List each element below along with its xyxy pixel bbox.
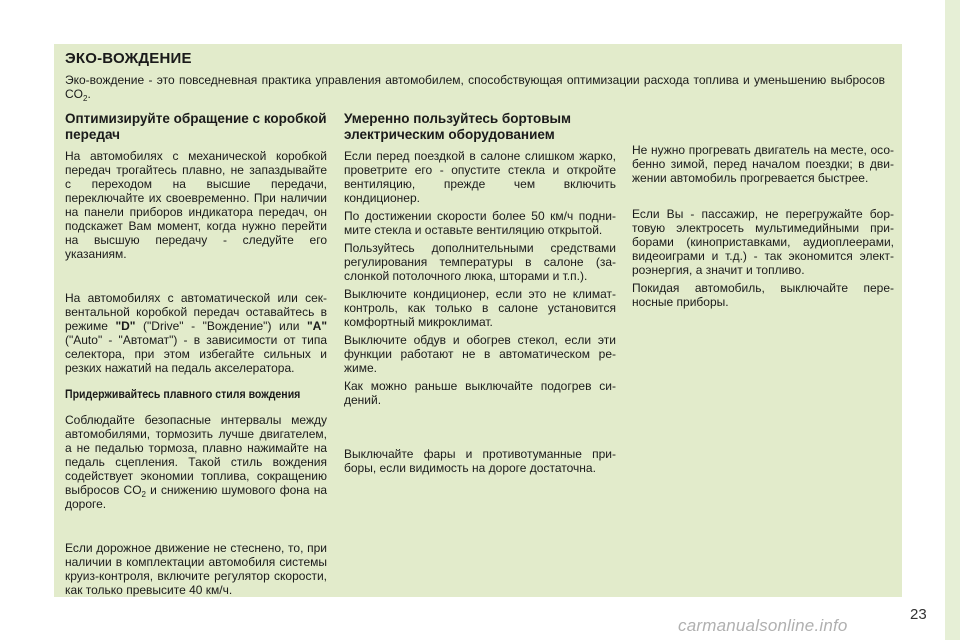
gearbox-heading: Оптимизируйте обращение с коробкой передач xyxy=(65,111,327,142)
intro-paragraph xyxy=(65,73,885,101)
engine-warmup-paragraph: Не нужно прогревать двигатель на месте, особенно зимой, перед началом поездки; в движении автомобиль прогревается быстрее. xyxy=(632,143,894,185)
portable-devices-paragraph: Покидая автомобиль, выключайте переносные приборы. xyxy=(632,281,894,309)
windows-speed-paragraph: По достижении скорости более 50 км/ч поднимите стекла и оставьте вентиляцию открытой. xyxy=(344,209,616,237)
mode-d: "D" xyxy=(115,319,136,333)
co2-subscript: 2 xyxy=(141,490,146,499)
passenger-devices-paragraph: Если Вы - пассажир, не перегружайте бортовую электросеть мультимедийными приборами (киноприставками, аудиоплеерами, видеоиграми и т.д.) - так экономится электроэнергия, а значит и топливо. xyxy=(632,207,894,277)
column-right xyxy=(632,143,894,309)
intro-subscript: 2 xyxy=(83,94,88,103)
manual-gearbox-paragraph: На автомобилях с механической коробкой передач трогайтесь плавно, не запаздывайте с переходом на высшие передачи, переключайте их своевременно. При наличии на панели приборов индикатора передач, он подскажет Вам момент, когда нужно перейти на высшую передачу - следуйте его указаниям. xyxy=(65,149,327,261)
watermark: carmanualsonline.info xyxy=(678,616,848,635)
page-edge-strip xyxy=(945,0,960,640)
smooth-text-2: и снижению шумового фона на дороге. xyxy=(65,483,327,511)
page-number: 23 xyxy=(910,606,927,623)
temperature-means-paragraph: Пользуйтесь дополнительными средствами регулирования температуры в салоне (заслонкой потолочного люка, шторами и т.п.). xyxy=(344,241,616,283)
automatic-text-3: ("Auto" - "Автомат") - в зависимости от типа селектора, при этом избегайте сильных и резких нажатий на педаль акселератора. xyxy=(65,333,327,375)
defrost-paragraph: Выключите обдув и обогрев стекол, если эти функции работают не в автоматическом режиме. xyxy=(344,333,616,375)
cruise-control-paragraph: Если дорожное движение не стеснено, то, при наличии в комплектации автомобиля системы круиз-контроля, включите регулятор скорости, как только превысите 40 км/ч. xyxy=(65,541,327,597)
smooth-text-1: Соблюдайте безопасные интервалы между автомобилями, тормозить лучше двигателем, а не педалью тормоза, плавно нажимайте на педаль сцепления. Такой стиль вождения содействует экономии топлива, сокращению выбросов CO xyxy=(65,413,327,497)
column-left xyxy=(65,111,327,597)
mode-a: "A" xyxy=(306,319,328,333)
automatic-gearbox-paragraph xyxy=(65,291,327,375)
column-middle xyxy=(344,111,616,475)
intro-end: . xyxy=(87,87,91,101)
ventilation-paragraph: Если перед поездкой в салоне слишком жарко, проветрите его - опустите стекла и откройте вентиляцию, прежде чем включить кондиционер. xyxy=(344,149,616,205)
air-conditioner-paragraph: Выключите кондиционер, если это не климат-контроль, как только в салоне установится комфортный микроклимат. xyxy=(344,287,616,329)
intro-text: Эко-вождение - это повседневная практика управления автомобилем, способствующая оптимизации расхода топлива и уменьшению выбросов CO xyxy=(65,73,885,101)
automatic-text-2: ("Drive" - "Вождение") или xyxy=(135,319,307,333)
automatic-text-1: На автомобилях с автоматической или секвентальной коробкой передач оставайтесь в режиме xyxy=(65,291,327,333)
seat-heating-paragraph: Как можно раньше выключайте подогрев сидений. xyxy=(344,379,616,407)
smooth-driving-paragraph xyxy=(65,413,327,511)
electrical-heading: Умеренно пользуйтесь бортовым электрическим оборудованием xyxy=(344,111,572,142)
page-title: ЭКО-ВОЖДЕНИЕ xyxy=(65,50,192,67)
smooth-driving-subheading: Придерживайтесь плавного стиля вождения xyxy=(65,387,301,401)
headlights-paragraph: Выключайте фары и противотуманные приборы, если видимость на дороге достаточна. xyxy=(344,447,616,475)
